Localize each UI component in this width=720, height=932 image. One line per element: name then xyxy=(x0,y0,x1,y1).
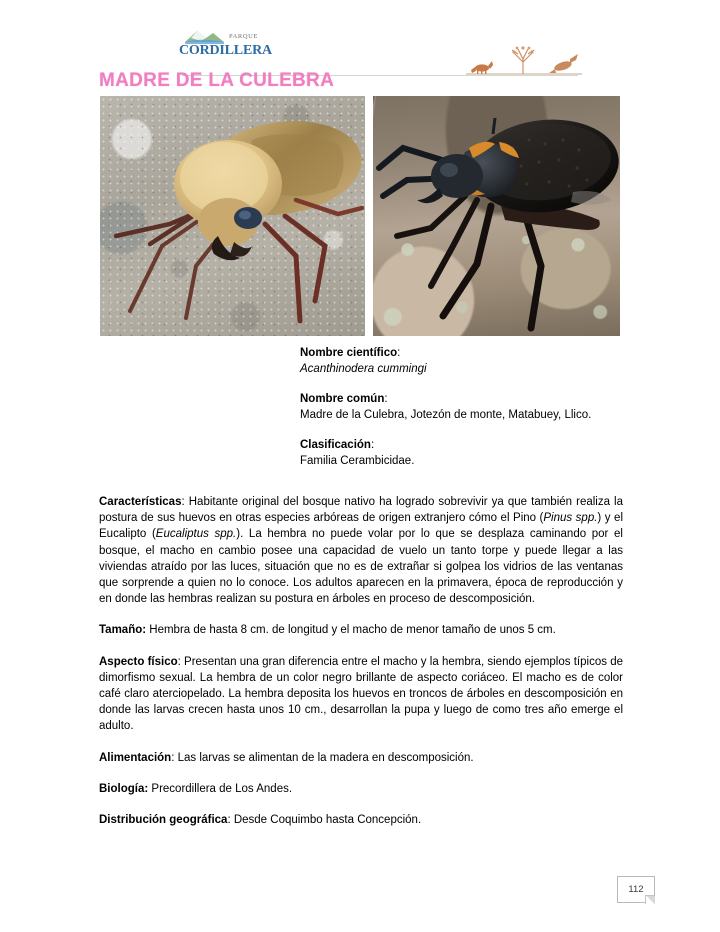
female-beetle-illustration xyxy=(373,96,620,336)
biologia-text: Precordillera de Los Andes. xyxy=(148,782,293,795)
common-name-label: Nombre común: xyxy=(300,393,388,405)
header-decoration xyxy=(466,44,582,78)
species-info-block xyxy=(300,345,630,469)
photo-row xyxy=(100,96,620,336)
common-name-value: Madre de la Culebra, Jotezón de monte, Matabuey, Llico. xyxy=(300,409,592,421)
page-header xyxy=(0,22,720,66)
label-alimentacion: Alimentación xyxy=(99,751,172,764)
page-number-badge: 112 xyxy=(617,876,655,903)
label-aspecto-fisico: Aspecto físico xyxy=(99,655,178,668)
label-biologia: Biología: xyxy=(99,782,149,795)
classification-group xyxy=(300,437,630,469)
caracteristicas-text-2: ) y el Eucalipto ( xyxy=(99,512,623,541)
male-beetle-photo xyxy=(100,96,365,336)
alimentacion-text: : Las larvas se alimentan de la madera en descomposición. xyxy=(171,751,474,764)
distribucion-text: : Desde Coquimbo hasta Concepción. xyxy=(227,814,422,827)
page-corner-fold-icon xyxy=(645,895,655,904)
classification-value: Familia Cerambicidae. xyxy=(300,455,415,467)
paragraph-biologia xyxy=(99,781,623,797)
bird-icon xyxy=(549,54,578,73)
female-beetle-photo xyxy=(373,96,620,336)
tree-icon xyxy=(512,46,534,74)
common-name-group xyxy=(300,391,630,423)
paragraph-caracteristicas xyxy=(99,494,623,607)
paragraph-alimentacion xyxy=(99,750,623,766)
body-content xyxy=(99,494,623,828)
tamano-text: Hembra de hasta 8 cm. de longitud y el macho de menor tamaño de unos 5 cm. xyxy=(146,624,556,637)
scientific-name-group xyxy=(300,345,630,377)
svg-text:CORDILLERA: CORDILLERA xyxy=(179,43,272,58)
paragraph-aspecto-fisico xyxy=(99,654,623,735)
scientific-name-label: Nombre científico: xyxy=(300,347,401,359)
fox-icon xyxy=(471,61,493,74)
label-tamano: Tamaño: xyxy=(99,624,147,637)
classification-label: Clasificación: xyxy=(300,439,375,451)
mountain-icon xyxy=(177,26,281,58)
parque-cordillera-logo xyxy=(177,26,281,58)
caracteristicas-italic-2: Eucaliptus spp. xyxy=(155,528,237,541)
scientific-name-value: Acanthinodera cummingi xyxy=(300,363,427,375)
aspecto-text: : Presentan una gran diferencia entre el macho y la hembra, siendo ejemplos típicos de dimorfismo sexual. La hembra de un color negro brillante de aspecto coriáceo. El macho es de color café claro aterciopelado. La hembra deposita los huevos en troncos de árboles en descomposición en donde las larvas crecen hasta unos 10 cm., desarrollan la pupa y luego de como tres año emerge el adulto. xyxy=(99,655,623,733)
label-caracteristicas: Características xyxy=(99,496,182,508)
paragraph-distribucion xyxy=(99,812,623,828)
caracteristicas-text-1: : Habitante original del bosque nativo ha logrado sobrevivir ya que también realiza la postura de sus huevos en otras especies arbóreas de origen extranjero cómo el Pino ( xyxy=(99,496,623,525)
male-beetle-illustration xyxy=(100,96,365,336)
svg-text:PARQUE: PARQUE xyxy=(229,33,259,40)
caracteristicas-text-3: ). La hembra no puede volar por lo que se desplaza caminando por el bosque, el macho en cambio posee una capacidad de vuelo un tanto torpe y puede llegar a las viviendas atraído por las luces, situación que no es de extrañar si golpea los vidrios de las ventanas que sorprende a quien no lo conoce. Los adultos aparecen en la primavera, época de reproducción y en donde las hembras realizan su postura en árboles en proceso de descomposición. xyxy=(99,528,623,606)
caracteristicas-italic-1: Pinus spp. xyxy=(543,512,598,525)
paragraph-tamano xyxy=(99,622,623,638)
label-distribucion: Distribución geográfica xyxy=(99,814,228,827)
page-title: MADRE DE LA CULEBRA xyxy=(99,70,335,91)
